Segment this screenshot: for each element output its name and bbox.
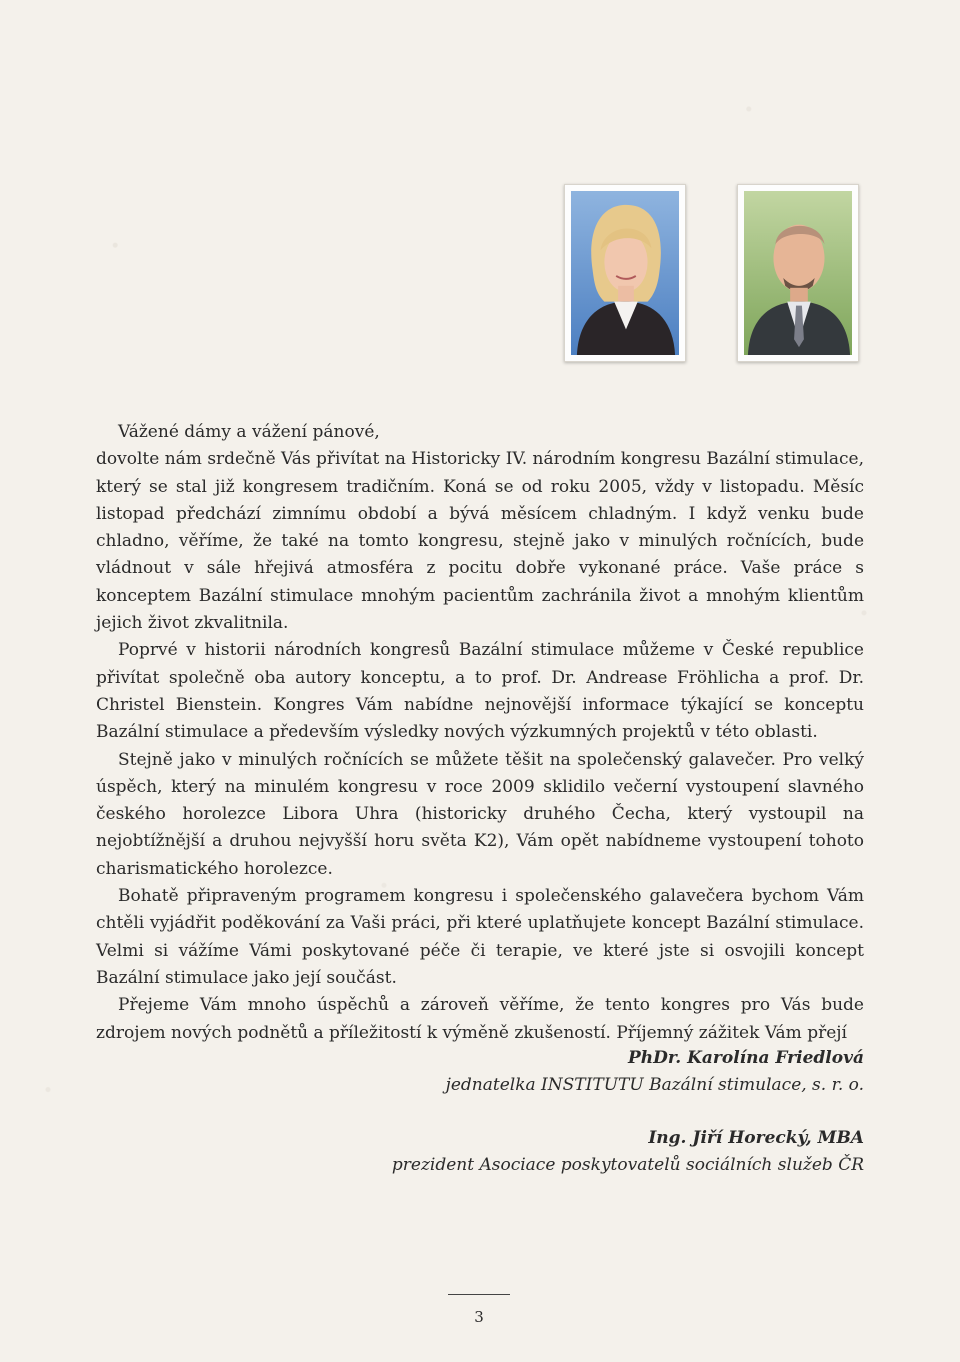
page-number-rule bbox=[448, 1294, 510, 1295]
signatory-role: jednatelka INSTITUTU Bazální stimulace, s. r. o. bbox=[445, 1075, 864, 1095]
page-number: 3 bbox=[474, 1308, 484, 1326]
welcome-letter bbox=[96, 419, 864, 1047]
portrait-photo-woman bbox=[564, 184, 686, 362]
signatory-name: Ing. Jiří Horecký, MBA bbox=[648, 1128, 864, 1148]
letter-paragraph: Přejeme Vám mnoho úspěchů a zároveň věříme, že tento kongres pro Vás bude zdrojem nových podnětů a příležitostí k výměně zkušeností. Příjemný zážitek Vám přejí bbox=[96, 995, 864, 1043]
signatory-role: prezident Asociace poskytovatelů sociálních služeb ČR bbox=[391, 1155, 864, 1175]
signatory-name: PhDr. Karolína Friedlová bbox=[628, 1048, 864, 1068]
letter-paragraph: Poprvé v historii národních kongresů Bazální stimulace můžeme v České republice přivítat společně oba autory konceptu, a to prof. Dr. Andrease Fröhlicha a prof. Dr. Christel Bienstein. Kongres Vám nabídne nejnovější informace týkající se konceptu Bazální stimulace a především výsledky nových výzkumných projektů v této oblasti. bbox=[96, 640, 864, 743]
letter-salutation: Vážené dámy a vážení pánové, bbox=[118, 422, 380, 442]
letter-paragraph: dovolte nám srdečně Vás přivítat na Historicky IV. národním kongresu Bazální stimulace, který se stal již kongresem tradičním. Koná se od roku 2005, vždy v listopadu. Měsíc listopad předchází zimnímu období a bývá měsícem chladným. I když venku bude chladno, věříme, že také na tomto kongresu, stejně jako v minulých ročnících, bude vládnout v sále hřejivá atmosféra z pocitu dobře vykonané práce. Vaše práce s konceptem Bazální stimulace mnohým pacientům zachránila život a mnohým klientům jejich život zkvalitnila. bbox=[96, 449, 864, 634]
signature-block-horecky bbox=[392, 1125, 864, 1179]
portrait-photo-man bbox=[737, 184, 859, 362]
signature-block-friedlova bbox=[446, 1045, 864, 1099]
letter-paragraph: Bohatě připraveným programem kongresu i společenského galavečera bychom Vám chtěli vyjádřit poděkování za Vaši práci, při které uplatňujete koncept Bazální stimulace. Velmi si vážíme Vámi poskytované péče či terapie, ve které jste si osvojili koncept Bazální stimulace jako její součást. bbox=[96, 886, 864, 988]
letter-paragraph: Stejně jako v minulých ročnících se můžete těšit na společenský galavečer. Pro velký úspěch, který na minulém kongresu v roce 2009 sklidilo večerní vystoupení slavného českého horolezce Libora Uhra (historicky druhého Čecha, který vystoupil na nejobtížnější a druhou nejvyšší horu světa K2), Vám opět nabídneme vystoupení tohoto charismatického horolezce. bbox=[96, 749, 864, 879]
